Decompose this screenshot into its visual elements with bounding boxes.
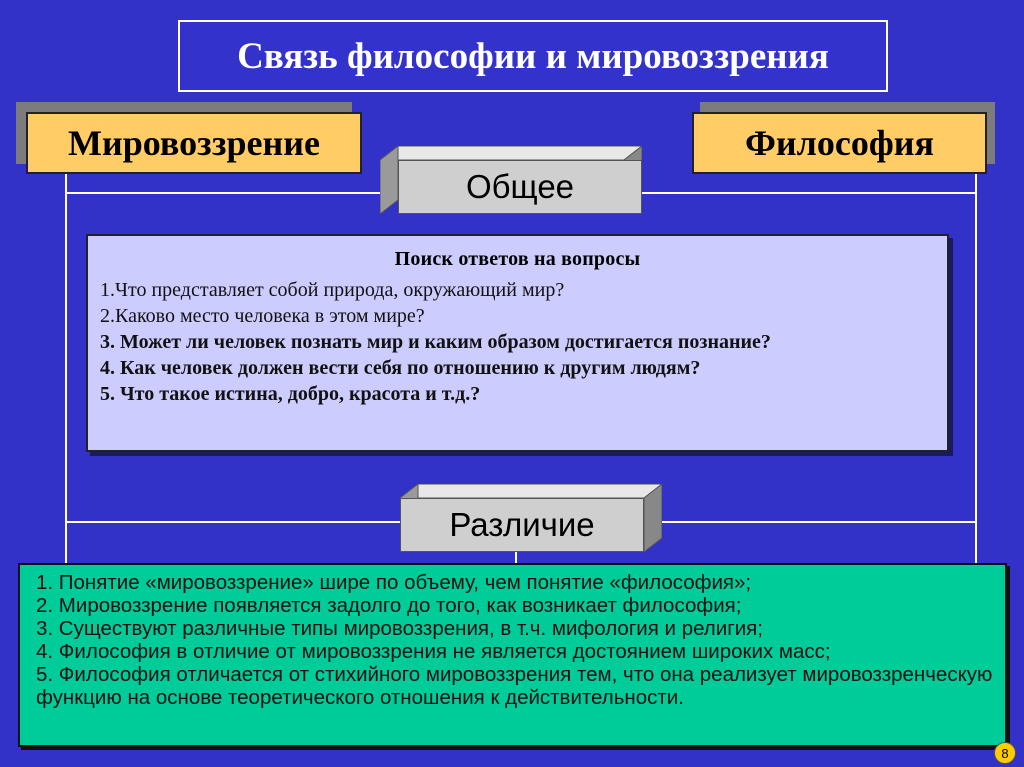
common-label: Общее xyxy=(398,160,642,214)
difference-label-box xyxy=(400,484,662,552)
header-worldview: Мировоззрение xyxy=(26,112,362,174)
connector-right-vertical xyxy=(975,165,977,565)
page-number-badge: 8 xyxy=(994,742,1016,764)
difference-item-1: 1. Понятие «мировоззрение» шире по объему, чем понятие «философия»; xyxy=(36,571,752,594)
difference-panel xyxy=(18,563,1007,747)
common-panel-heading: Поиск ответов на вопросы xyxy=(394,248,641,270)
difference-item-2: 2. Мировоззрение появляется задолго до того, как возникает философия; xyxy=(36,594,742,617)
common-question-4: 4. Как человек должен вести себя по отношению к другим людям? xyxy=(100,357,701,379)
difference-item-3: 3. Существуют различные типы мировоззрения, в т.ч. мифология и религия; xyxy=(36,617,763,640)
common-questions-panel xyxy=(86,234,949,452)
common-question-2: 2.Каково место человека в этом мире? xyxy=(100,305,425,327)
slide-title: Связь философии и мировоззрения xyxy=(178,20,888,92)
difference-item-4: 4. Философия в отличие от мировоззрения не является достоянием широких масс; xyxy=(36,640,831,663)
common-question-1: 1.Что представляет собой природа, окружающий мир? xyxy=(100,279,565,301)
connector-left-vertical xyxy=(65,165,67,565)
common-question-3: 3. Может ли человек познать мир и каким образом достигается познание? xyxy=(100,331,771,353)
common-label-box xyxy=(380,146,642,214)
header-philosophy: Философия xyxy=(692,112,987,174)
difference-item-5: 5. Философия отличается от стихийного мировоззрения тем, что она реализует мировоззренческую функцию на основе теоретического отношения к действительности. xyxy=(36,663,993,709)
difference-label: Различие xyxy=(400,498,644,552)
common-question-5: 5. Что такое истина, добро, красота и т.д.? xyxy=(100,383,481,405)
